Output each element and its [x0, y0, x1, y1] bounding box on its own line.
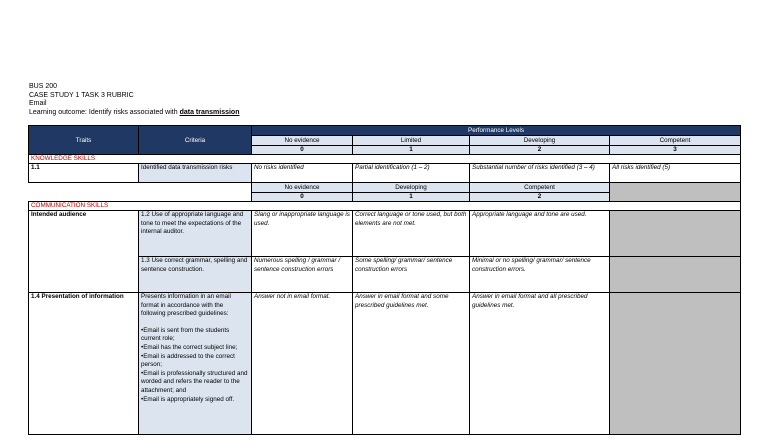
trait-cell: Intended audience — [29, 211, 139, 293]
blank-grey-cell — [610, 211, 741, 257]
performance-header: Performance Levels — [252, 126, 741, 136]
descriptor-text: Answer in email format and some prescribed guidelines met. — [355, 293, 449, 309]
guideline-item: •Email is professionally structured and worded and refers the reader to the attachment; and — [141, 369, 248, 394]
descriptor-text: Numerous spelling / grammar / sentence construction errors — [254, 257, 341, 273]
level-2-descriptor — [470, 211, 610, 257]
blank-grey-cell — [610, 257, 741, 293]
criteria-intro: Presents information in an email format in accordance with the following prescribed guidelines: — [141, 293, 231, 318]
level-0-descriptor — [252, 293, 353, 435]
criteria-text: 1.3 Use correct grammar, spelling and sentence construction. — [141, 257, 248, 273]
descriptor-text: Some spelling/ grammar/ sentence construction errors — [355, 257, 453, 273]
outcome-prefix: Learning outcome: Identify risks associated with — [29, 108, 180, 116]
level-1-descriptor: Partial identification (1 – 2) — [353, 164, 470, 183]
communication-skills-section: COMMUNICATION SKILLS — [29, 202, 741, 211]
descriptor-text: Answer in email format and all prescribed guidelines met. — [472, 293, 588, 309]
level-number: 1 — [353, 146, 470, 155]
level-label: Developing — [470, 136, 610, 146]
criteria-text: 1.2 Use of appropriate language and tone to meet the expectations of the internal auditor. — [141, 211, 244, 236]
descriptor-text: Correct language or tone used, but both elements are not met. — [355, 211, 467, 227]
descriptor-text: Slang or inappropriate language is used. — [254, 211, 350, 227]
descriptor-text: Appropriate language and tone are used. — [472, 211, 587, 218]
level-3-descriptor: All risks identified (5) — [610, 164, 741, 183]
rubric-table — [28, 125, 741, 435]
criteria-cell — [139, 257, 252, 293]
level-number: 2 — [470, 146, 610, 155]
level-number: 3 — [610, 146, 741, 155]
spacer-cell — [29, 193, 252, 202]
level-label: Competent — [470, 183, 610, 193]
level-2-descriptor: Substantial number of risks identified (3 – 4) — [470, 164, 610, 183]
level-number: 0 — [252, 146, 353, 155]
guideline-item: •Email is sent from the students current role; — [141, 326, 230, 343]
level-label: Limited — [353, 136, 470, 146]
criteria-header: Criteria — [139, 126, 252, 155]
level-1-descriptor — [353, 293, 470, 435]
course-code: BUS 200 — [29, 83, 58, 90]
traits-header: Traits — [29, 126, 139, 155]
level-label: No evidence — [252, 136, 353, 146]
guideline-item: •Email is addressed to the correct person; — [141, 352, 235, 369]
outcome-link: data transmission — [179, 108, 240, 116]
level-1-descriptor — [353, 211, 470, 257]
guideline-item: •Email is appropriately signed off. — [141, 395, 235, 403]
criteria-cell — [139, 293, 252, 435]
level-0-descriptor: No risks identified — [252, 164, 353, 183]
guideline-item: •Email has the correct subject line; — [141, 343, 238, 351]
level-0-descriptor — [252, 257, 353, 293]
learning-outcome — [29, 109, 240, 118]
level-2-descriptor — [470, 293, 610, 435]
level-label: Developing — [353, 183, 470, 193]
document-header — [29, 83, 240, 117]
descriptor-text: Minimal or no spelling/ grammar/ sentence construction errors. — [472, 257, 591, 273]
blank-grey-cell — [610, 293, 741, 435]
level-2-descriptor — [470, 257, 610, 293]
spacer-cell — [29, 183, 252, 193]
trait-cell: 1.1 — [29, 164, 139, 183]
level-1-descriptor — [353, 257, 470, 293]
blank-grey-cell — [610, 183, 741, 202]
level-label: No evidence — [252, 183, 353, 193]
document-subtitle: Email — [29, 100, 47, 107]
level-number: 1 — [353, 193, 470, 202]
criteria-cell: Identified data transmission risks — [139, 164, 252, 183]
level-number: 0 — [252, 193, 353, 202]
level-0-descriptor — [252, 211, 353, 257]
trait-cell: 1.4 Presentation of information — [29, 293, 139, 435]
descriptor-text: Answer not in email format. — [254, 293, 331, 300]
knowledge-skills-section: KNOWLEDGE SKILLS — [29, 155, 741, 164]
level-label: Competent — [610, 136, 741, 146]
document-title: CASE STUDY 1 TASK 3 RUBRIC — [29, 91, 134, 99]
level-number: 2 — [470, 193, 610, 202]
criteria-cell — [139, 211, 252, 257]
